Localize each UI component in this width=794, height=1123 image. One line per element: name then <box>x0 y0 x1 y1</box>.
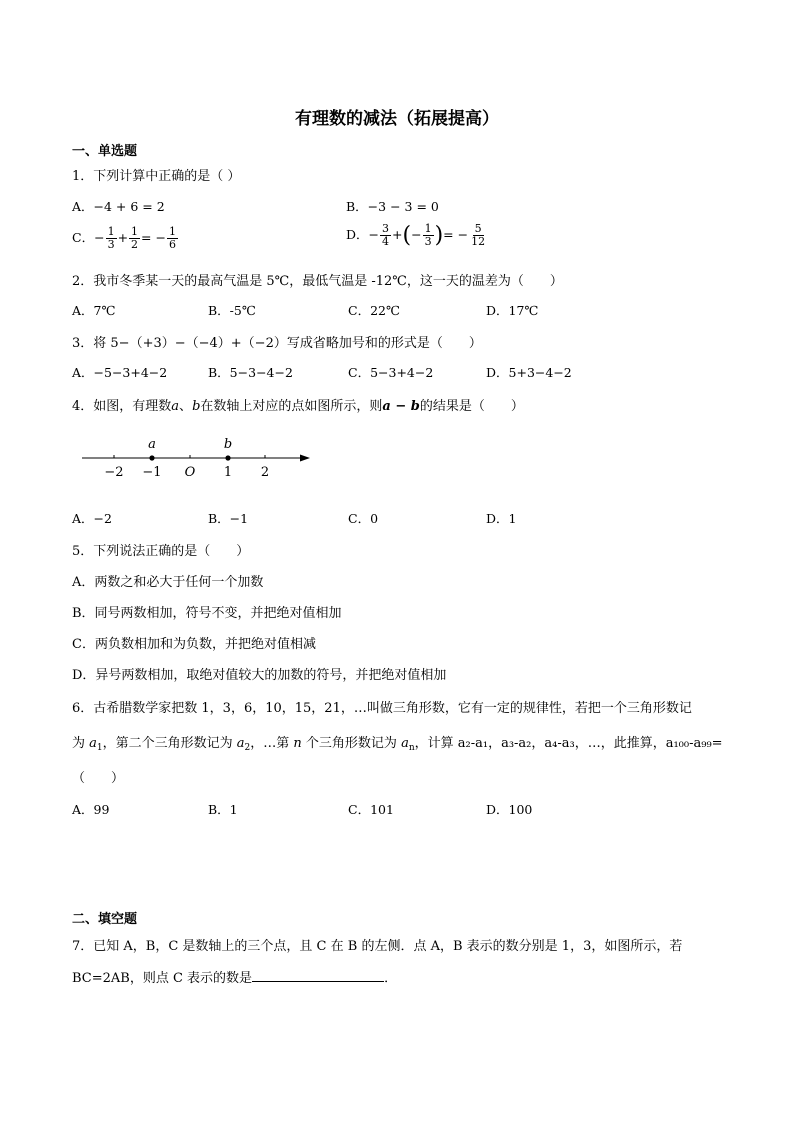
denominator: 12 <box>471 235 486 248</box>
question-4-stem <box>72 395 524 414</box>
question-2-option-b: B．-5℃ <box>208 303 256 318</box>
subscript: n <box>408 743 415 753</box>
separator: 、 <box>179 399 193 414</box>
question-2-stem: 2．我市冬季某一天的最高气温是 5℃，最低气温是 -12℃，这一天的温差为（ ） <box>72 274 563 289</box>
question-1-option-b: B．−3 − 3 = 0 <box>346 199 439 214</box>
question-6-line-1: 6．古希腊数学家把数 1，3，6，10，15，21，…叫做三角形数，它有一定的规律性，若把一个三角形数记 <box>72 701 692 716</box>
section-heading-single-choice: 一、单选题 <box>72 144 138 159</box>
fraction <box>129 226 140 251</box>
question-3-stem: 3．将 5−（+3）−（−4）+（−2）写成省略加号和的形式是（ ） <box>72 336 482 351</box>
numerator: 1 <box>107 225 115 238</box>
point-b-dot <box>225 455 230 460</box>
question-5-option-d: D．异号两数相加，取绝对值较大的加数的符号，并把绝对值相加 <box>72 668 447 683</box>
variable: a <box>89 736 97 751</box>
question-4-option-a: A．−2 <box>72 511 112 526</box>
question-3-option-d: D．5+3−4−2 <box>486 365 572 380</box>
question-3-option-c: C．5−3+4−2 <box>348 365 434 380</box>
stem-text: 的结果是（ ） <box>419 399 524 414</box>
question-1-stem: 1．下列计算中正确的是（ ） <box>72 169 241 184</box>
point-a-dot <box>149 455 154 460</box>
stem-text: ，第二个三角形数记为 <box>102 736 237 751</box>
numerator: 1 <box>168 225 176 238</box>
tick-label: 1 <box>223 465 233 480</box>
denominator: 6 <box>168 238 176 251</box>
stem-text: ． <box>384 971 398 986</box>
denominator: 4 <box>382 235 390 248</box>
option-c-label: C． <box>72 230 95 245</box>
question-1-option-c: C．− $\frac{1}{3}$ + $\frac{1}{2}$ = − $\frac{1}{6}$ <box>72 225 176 251</box>
question-4-option-c: C．0 <box>348 511 379 526</box>
denominator: 3 <box>107 238 115 251</box>
tick-label: 2 <box>260 465 270 480</box>
question-6-line-2 <box>72 732 723 753</box>
numerator: 5 <box>474 222 482 235</box>
question-1-option-d: D．− $\frac{3}{4}$ +(− $\frac{1}{3}$ )= − $\frac{5}{12}$ <box>346 222 486 248</box>
arrow-right-icon <box>300 455 310 462</box>
question-2-option-d: D．17℃ <box>486 303 539 318</box>
question-5-option-b: B．同号两数相加，符号不变，并把绝对值相加 <box>72 606 342 621</box>
point-a-label: a <box>148 437 156 452</box>
variable: a <box>401 736 409 751</box>
expression-a-minus-b: a − b <box>382 399 420 414</box>
question-5-stem: 5．下列说法正确的是（ ） <box>72 544 250 559</box>
numerator: 1 <box>424 222 432 235</box>
tick-label: −2 <box>104 465 124 480</box>
question-3-option-a: A．−5−3+4−2 <box>72 365 168 380</box>
question-6-option-c: C．101 <box>348 802 394 817</box>
stem-text: ，…第 <box>250 736 294 751</box>
denominator: 2 <box>131 238 139 251</box>
option-d-label: D． <box>346 227 369 242</box>
answer-blank[interactable] <box>252 969 384 982</box>
question-7-line-1: 7．已知 A，B，C 是数轴上的三个点，且 C 在 B 的左侧．点 A，B 表示的数分别是 1，3，如图所示，若 <box>72 939 683 954</box>
question-3-option-b: B．5−3−4−2 <box>208 365 293 380</box>
origin-label: O <box>184 465 196 480</box>
question-4-option-d: D．1 <box>486 511 517 526</box>
question-2-option-a: A．7℃ <box>72 303 116 318</box>
number-line-figure <box>78 428 318 484</box>
question-6-option-d: D．100 <box>486 802 533 817</box>
fraction <box>423 223 434 248</box>
question-6-option-b: B．1 <box>208 802 238 817</box>
stem-text: ，计算 a₂-a₁，a₃-a₂，a₄-a₃，…，此推算，a₁₀₀-a₉₉= <box>414 736 723 751</box>
stem-text: 在数轴上对应的点如图所示，则 <box>200 399 383 414</box>
question-4-option-b: B．−1 <box>208 511 249 526</box>
question-5-option-a: A．两数之和必大于任何一个加数 <box>72 575 264 590</box>
fraction <box>106 226 117 251</box>
subscript: 1 <box>96 743 103 753</box>
section-heading-fill-blank: 二、填空题 <box>72 912 138 927</box>
denominator: 3 <box>424 235 432 248</box>
numerator: 3 <box>382 222 390 235</box>
tick-label: −1 <box>142 465 162 480</box>
question-6-line-3: （ ） <box>72 771 125 786</box>
question-2-option-c: C．22℃ <box>348 303 400 318</box>
variable-a: a <box>171 399 180 414</box>
question-7-line-2 <box>72 967 397 986</box>
question-6-option-a: A．99 <box>72 802 110 817</box>
variable: a <box>236 736 245 751</box>
page-title: 有理数的减法（拓展提高） <box>295 109 499 129</box>
stem-text: BC=2AB，则点 C 表示的数是 <box>72 971 253 986</box>
variable: n <box>293 736 302 751</box>
numerator: 1 <box>131 225 139 238</box>
fraction <box>469 223 487 248</box>
stem-text: 个三角形数记为 <box>301 736 402 751</box>
fraction <box>380 223 391 248</box>
point-b-label: b <box>223 437 233 452</box>
stem-text: 为 <box>72 736 90 751</box>
stem-text: 4．如图，有理数 <box>72 399 172 414</box>
variable-b: b <box>192 399 201 414</box>
question-5-option-c: C．两负数相加和为负数，并把绝对值相减 <box>72 637 316 652</box>
fraction <box>167 226 178 251</box>
subscript: 2 <box>244 743 251 753</box>
question-1-option-a: A．−4 + 6 = 2 <box>72 199 165 214</box>
